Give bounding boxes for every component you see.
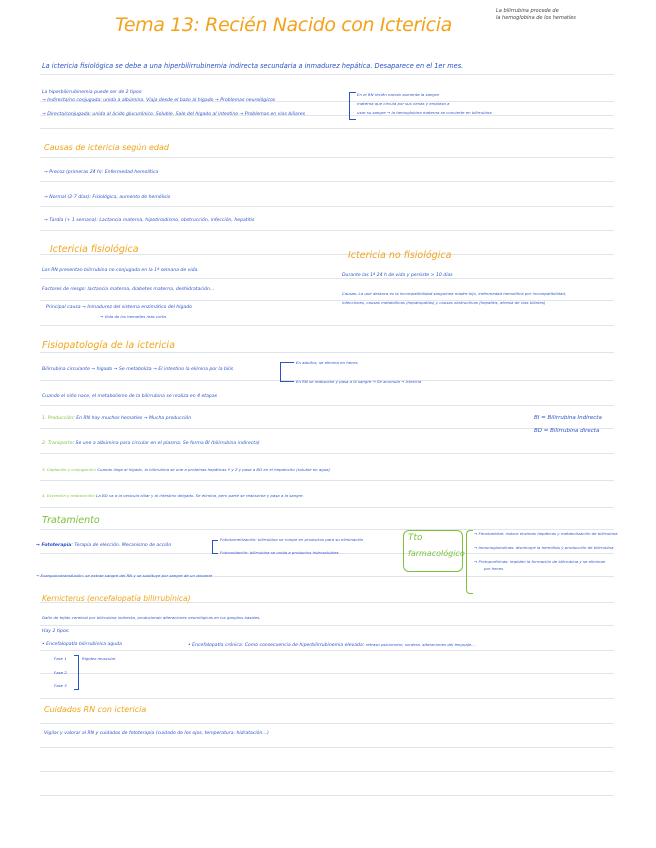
bili-note-bracket [349, 92, 356, 120]
fase-note: Rigidez muscular [82, 656, 116, 661]
kernicterus-line-1: Daño de tejido cerebral por bilirrubina indirecta, produciendo alteraciones neurológicas en los ganglios basales. [42, 615, 261, 620]
no-fisiologica-heading: Ictericia no fisiológica [348, 250, 452, 261]
fisio-flow: Bilirrubina circulante → hígado → Se metaboliza → El intestino la elimina por la bilis [42, 367, 234, 372]
cuidados-line-1: Vigilar y valorar al RN y cuidados de fototerapia (cuidado de los ojos, temperatura, hidratación…) [44, 731, 269, 736]
no-fisiologica-line-3: infecciones, causas metabólicas (hepatopatías) y causas obstructivas (hepatitis, atresia de vías biliares) [342, 300, 546, 305]
etapa-3: 3. Captación y conjugación: Cuando llega al hígado, la bilirrubina se une a proteínas hepáticas Y y Z y pasa a BD en el hepatocito (soluble en agua) [42, 467, 331, 472]
fisiologica-line-4: → Vida de los hematíes más corta [100, 314, 166, 319]
fisiopatologia-heading: Fisiopatología de la ictericia [42, 340, 175, 351]
tto-label-2: farmacológico [408, 549, 465, 558]
bili-note-2: materna que circula por sus venas y empieza a [357, 101, 450, 106]
bili-directa: → Directa/conjugada: unida al ácido glucurónico. Soluble. Sale del hígado al intestino → Problemas en vías biliares [42, 112, 305, 117]
farmaco-2: → Inmunoglobulinas: disminuye la hemólisis y producción de bilirrubina [474, 545, 614, 550]
etapa-1: 1. Producción: En RN hay muchos hematíes → Mucha producción [42, 416, 192, 421]
fisiologica-line-1: Los RN presentan bilirrubina no conjugada en la 1ª semana de vida. [42, 268, 199, 273]
foto-mecanismo-2: Fotooxidación: bilirrubina se oxida a productos hidrosolubles [220, 550, 339, 555]
fase-1: Fase 1 [54, 656, 67, 661]
fases-bracket [74, 655, 79, 690]
kernicterus-line-2: Hay 2 tipos: [42, 629, 70, 634]
causa-tardia: → Tardía (+ 1 semana): Lactancia materna, hipotiroidismo, obstrucción, infección, hepatitis [44, 218, 255, 223]
legend-bi: BI = Bilirrubina Indirecta [534, 415, 602, 421]
fisiologica-line-2: Factores de riesgo: lactancia materna, diabetes materna, deshidratación… [42, 287, 215, 292]
kernicterus-cronica: • Encefalopatía crónica: Como consecuencia de hiperbilirrubinemia elevada: retraso psicomotor, sordera, alteraciones del lenguaje… [188, 642, 476, 648]
fase-3: Fase 3 [54, 683, 67, 688]
no-fisiologica-line-2: Causas: La que destaca es la incompatibilidad sanguínea madre-hijo, enfermedad hemolítica por incompatibilidad, [342, 291, 567, 296]
exanguinotransfusion: → Exanguinotransfusión: se extrae sangre del RN y se sustituye por sangre de un donante [36, 573, 213, 578]
no-fisiologica-line-1: Durante las 1ª 24 h de vida y persiste > 10 días [342, 273, 453, 278]
farmaco-3-cont: por heces [484, 566, 504, 571]
bili-note-1: En el RN recién nacido aumenta la sangre [357, 92, 439, 97]
cuidados-heading: Cuidados RN con ictericia [44, 705, 147, 714]
fisio-branch-line [280, 362, 281, 382]
legend-bd: BD = Bilirrubina directa [534, 428, 600, 434]
fisio-branch-rn: En RN se reabsorbe y pasa a la sangre → Se acumula → Ictericia [296, 379, 422, 384]
corner-note-line-1: La bilirrubina procede de [496, 8, 559, 14]
bili-note-3: usar su sangre → la hemoglobina materna se convierte en bilirrubina [357, 110, 492, 115]
corner-note-line-2: la hemoglobina de los hematíes [496, 15, 576, 21]
causa-normal: → Normal (2-7 días): Fisiológica, aumento de hemólisis [44, 195, 171, 200]
fototerapia-line: → Fototerapia: Terapia de elección. Mecanismo de acción [36, 543, 172, 548]
fisio-etapas-intro: Cuando el niño nace, el metabolismo de la bilirrubina se realiza en 4 etapas [42, 394, 218, 399]
causas-heading: Causas de ictericia según edad [44, 143, 169, 152]
intro-text: La ictericia fisiológica se debe a una hiperbilirrubinemia indirecta secundaria a inmadurez hepática. Desaparece en el 1er mes. [42, 62, 464, 70]
farmaco-3: → Protoporfirinas: impiden la formación de bilirrubina y se eliminan [474, 559, 606, 564]
tto-bracket [466, 530, 473, 594]
page-title: Tema 13: Recién Nacido con Ictericia [115, 14, 452, 36]
causa-precoz: → Precoz (primeras 24 h): Enfermedad hemolítica [44, 170, 159, 175]
fase-2: Fase 2 [54, 670, 67, 675]
bili-types: La hiperbilirrubinemia puede ser de 2 tipos: [42, 90, 143, 95]
farmaco-1: → Fenobarbital: induce enzimas hepáticas y metabolización de bilirrubina [474, 531, 618, 536]
bili-indirecta: → Indirecta/no conjugada: unida a albúmina. Viaja desde el bazo al hígado → Problemas neurológicos [42, 98, 276, 103]
etapa-2: 2. Transporte: Se une a albúmina para circular en el plasma. Se forma BI (bilirrubina indirecta) [42, 441, 260, 446]
fisio-branch-adultos: En adultos, se elimina en heces [296, 360, 358, 365]
foto-mecanismo-1: Fotoisomerización: bilirrubina se rompe en productos para su eliminación [220, 537, 364, 542]
etapa-4: 4. Excreción y reabsorción: La BD va a la vesícula biliar y al intestino delgado. Se elimina, pero parte se reabsorbe y pasa a la sangre. [42, 493, 304, 498]
fisiologica-heading: Ictericia fisiológica [50, 244, 139, 255]
tratamiento-heading: Tratamiento [42, 515, 100, 526]
kernicterus-heading: Kernicterus (encefalopatía bilirrubínica) [42, 594, 191, 603]
tto-label-1: Tto [408, 533, 423, 543]
kernicterus-aguda: • Encefalopatía bilirrubínica aguda [42, 642, 122, 647]
fisiologica-line-3: Principal causa → Inmadurez del sistema enzimático del hígado [46, 305, 192, 310]
